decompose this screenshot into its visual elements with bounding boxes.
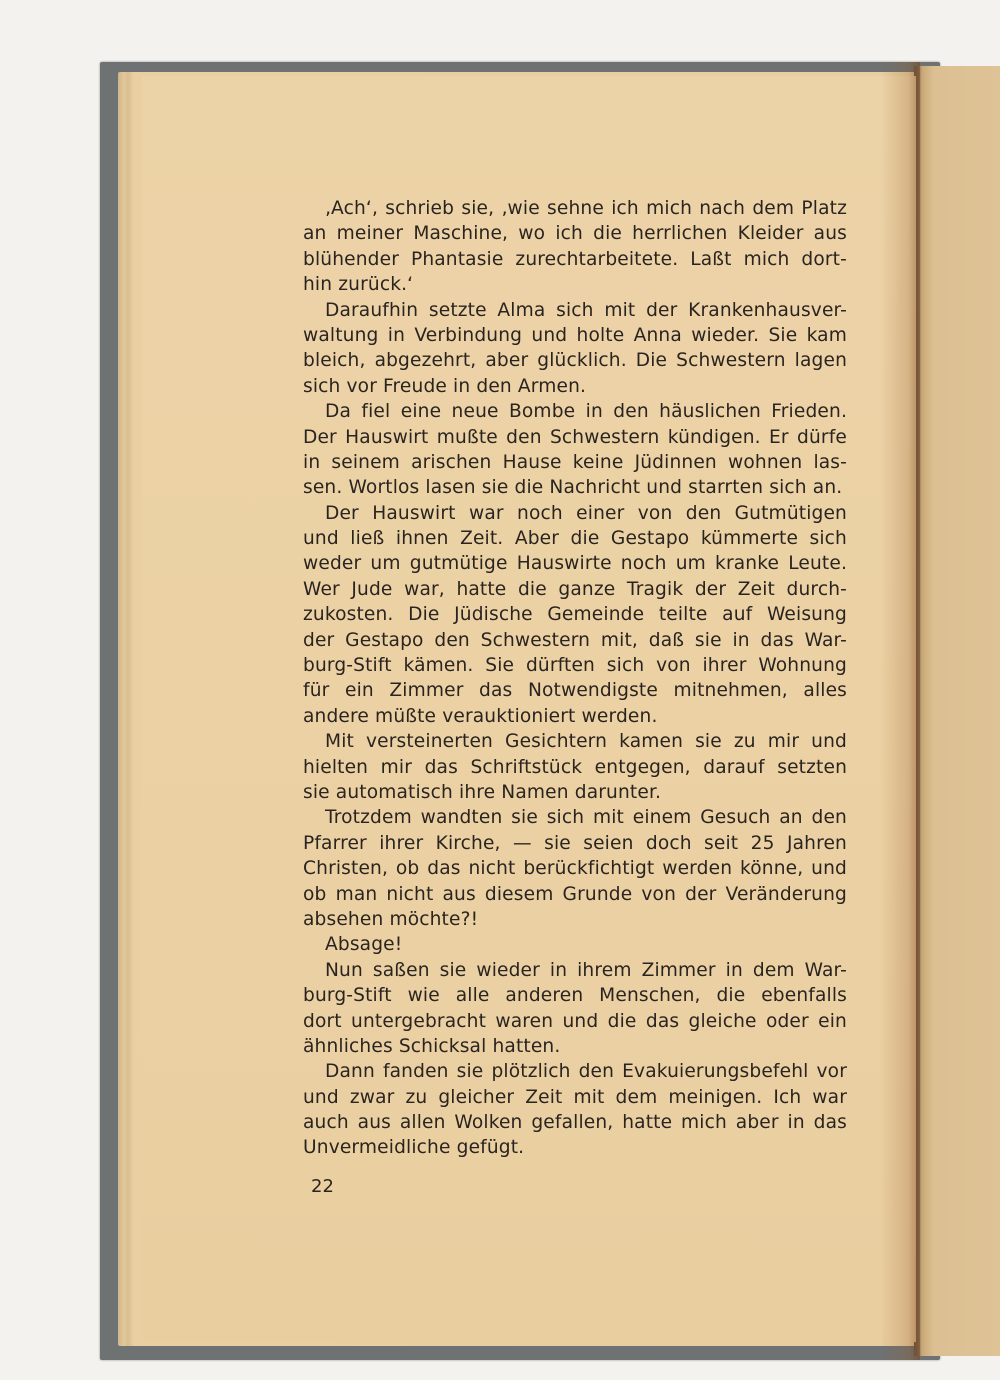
text-line: Absage! bbox=[325, 934, 403, 956]
text-line: Christen, ob das nicht berückfichtigt werden könne, und bbox=[303, 858, 847, 880]
text-line: Trotzdem wandten sie sich mit einem Gesuch an den bbox=[325, 807, 847, 829]
text-line: Daraufhin setzte Alma sich mit der Krankenhausver- bbox=[325, 299, 847, 321]
text-line: Mit versteinerten Gesichtern kamen sie zu mir und bbox=[325, 731, 847, 753]
text-line: weder um gutmütige Hauswirte noch um kranke Leute. bbox=[303, 553, 847, 575]
text-line: an meiner Maschine, wo ich die herrlichen Kleider aus bbox=[303, 223, 847, 245]
text-line: und zwar zu gleicher Zeit mit dem meinigen. Ich war bbox=[303, 1086, 847, 1108]
page-number: 22 bbox=[311, 1176, 334, 1197]
text-line: Dann fanden sie plötzlich den Evakuierungsbefehl vor bbox=[325, 1061, 847, 1083]
text-line: Nun saßen sie wieder in ihrem Zimmer in dem War- bbox=[325, 959, 847, 981]
text-line: ob man nicht aus diesem Grunde von der Veränderung bbox=[303, 883, 847, 905]
text-line: hin zurück.‘ bbox=[303, 274, 414, 296]
text-line: und ließ ihnen Zeit. Aber die Gestapo kümmerte sich bbox=[303, 528, 847, 550]
text-line: auch aus allen Wolken gefallen, hatte mich aber in das bbox=[303, 1112, 847, 1134]
text-line: in seinem arischen Hause keine Jüdinnen wohnen las- bbox=[303, 451, 847, 473]
paragraph bbox=[303, 729, 847, 805]
text-line: burg-Stift wie alle anderen Menschen, die ebenfalls bbox=[303, 985, 847, 1007]
text-line: bleich, abgezehrt, aber glücklich. Die Schwestern lagen bbox=[303, 350, 847, 372]
text-line: der Gestapo den Schwestern mit, daß sie in das War- bbox=[303, 629, 847, 651]
text-line: Der Hauswirt war noch einer von den Gutmütigen bbox=[325, 502, 847, 524]
text-line: andere müßte verauktioniert werden. bbox=[303, 705, 658, 727]
page-spine-shadow bbox=[880, 62, 920, 1360]
text-line: sen. Wortlos lasen sie die Nachricht und starrten sich an. bbox=[303, 477, 843, 499]
facing-page-edge bbox=[914, 66, 1000, 1356]
paragraph bbox=[303, 1059, 847, 1161]
text-line: für ein Zimmer das Notwendigste mitnehmen, alles bbox=[303, 680, 847, 702]
text-line: waltung in Verbindung und holte Anna wieder. Sie kam bbox=[303, 324, 847, 346]
paragraph bbox=[303, 958, 847, 1060]
paragraph bbox=[303, 399, 847, 501]
paragraph bbox=[303, 196, 847, 298]
paragraph bbox=[303, 805, 847, 932]
paragraph bbox=[303, 932, 847, 957]
text-line: Pfarrer ihrer Kirche, — sie seien doch seit 25 Jahren bbox=[303, 832, 847, 854]
text-line: Wer Jude war, hatte die ganze Tragik der Zeit durch- bbox=[303, 578, 847, 600]
text-line: hielten mir das Schriftstück entgegen, darauf setzten bbox=[303, 756, 847, 778]
text-line: absehen möchte?! bbox=[303, 908, 479, 930]
text-line: Da fiel eine neue Bombe in den häuslichen Frieden. bbox=[325, 401, 847, 423]
text-line: sie automatisch ihre Namen darunter. bbox=[303, 781, 662, 803]
text-line: burg-Stift kämen. Sie dürften sich von ihrer Wohnung bbox=[303, 655, 847, 677]
text-line: zukosten. Die Jüdische Gemeinde teilte auf Weisung bbox=[303, 604, 847, 626]
paragraph bbox=[303, 501, 847, 730]
text-line: ‚Ach‘, schrieb sie, ‚wie sehne ich mich nach dem Platz bbox=[325, 198, 847, 219]
text-line: Unvermeidliche gefügt. bbox=[303, 1137, 525, 1159]
text-line: dort untergebracht waren und die das gleiche oder ein bbox=[303, 1010, 847, 1032]
text-line: ähnliches Schicksal hatten. bbox=[303, 1035, 561, 1057]
text-line: blühender Phantasie zurechtarbeitete. Laßt mich dort- bbox=[303, 248, 847, 270]
body-text bbox=[303, 196, 847, 1161]
paragraph bbox=[303, 298, 847, 400]
text-line: sich vor Freude in den Armen. bbox=[303, 375, 587, 397]
text-line: Der Hauswirt mußte den Schwestern kündigen. Er dürfe bbox=[303, 426, 847, 448]
